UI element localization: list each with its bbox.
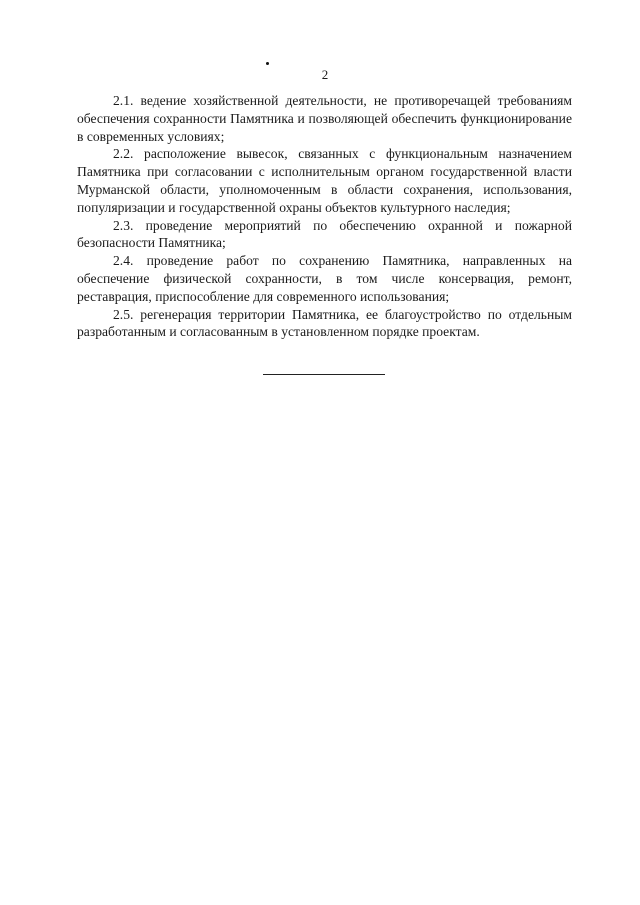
paragraph-2-4: 2.4. проведение работ по сохранению Памятника, направленных на обеспечение физической сохранности, в том числе консервация, ремонт, реставрация, приспособление для современного использования; bbox=[77, 253, 572, 304]
paragraph-2-2: 2.2. расположение вывесок, связанных с функциональным назначением Памятника при согласовании с исполнительным органом государственной власти Мурманской области, уполномоченным в области сохранения, использования, популяризации и государственной охраны объектов культурного наследия; bbox=[77, 146, 572, 215]
document-body bbox=[77, 92, 572, 341]
paragraph-2-5: 2.5. регенерация территории Памятника, ее благоустройство по отдельным разработанным и согласованным в установленном порядке проектам. bbox=[77, 306, 572, 340]
page-number: 2 bbox=[321, 67, 329, 82]
paragraph-2-1: 2.1. ведение хозяйственной деятельности, не противоречащей требованиям обеспечения сохранности Памятника и позволяющей обеспечить функционирование в современных условиях; bbox=[77, 93, 572, 144]
scan-artifact-dot bbox=[266, 62, 269, 65]
end-of-text-rule bbox=[263, 374, 385, 375]
paragraph-2-3: 2.3. проведение мероприятий по обеспечению охранной и пожарной безопасности Памятника; bbox=[77, 217, 572, 251]
